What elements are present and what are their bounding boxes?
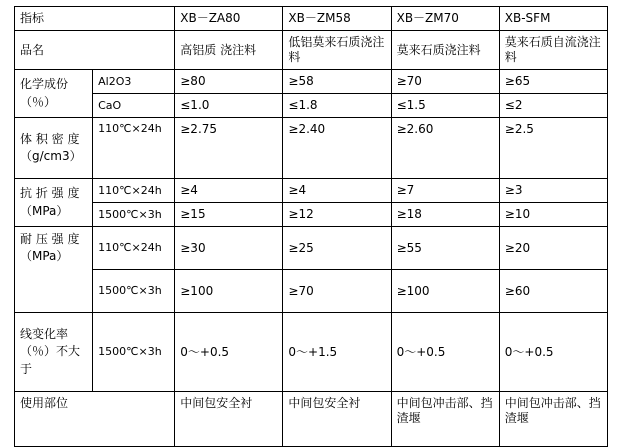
cell-compressive-110c-3: ≥55 — [391, 227, 499, 270]
cell-compressive-1500c-3: ≥100 — [391, 270, 499, 313]
cell-flexural-1500c-3: ≥18 — [391, 203, 499, 227]
header-column-3: XB－ZM70 — [391, 7, 499, 31]
row-sub-linear-change-1500c: 1500℃×3h — [93, 313, 175, 392]
cell-compressive-110c-1: ≥30 — [175, 227, 283, 270]
row-sub-flexural-1500c: 1500℃×3h — [93, 203, 175, 227]
cell-flexural-110c-2: ≥4 — [283, 179, 391, 203]
cell-compressive-1500c-1: ≥100 — [175, 270, 283, 313]
cell-bulk-density-1: ≥2.75 — [175, 118, 283, 179]
cell-product-name-3: 莫来石质浇注料 — [391, 31, 499, 70]
cell-compressive-1500c-2: ≥70 — [283, 270, 391, 313]
row-label-linear-change-rate: 线变化率（％）不大于 — [15, 313, 93, 392]
spec-table-page — [0, 6, 634, 440]
row-label-compressive-strength: 耐 压 强 度（MPa） — [15, 227, 93, 313]
cell-cao-1: ≤1.0 — [175, 94, 283, 118]
row-sub-compressive-110c: 110℃×24h — [93, 227, 175, 270]
cell-flexural-110c-4: ≥3 — [499, 179, 607, 203]
cell-flexural-110c-3: ≥7 — [391, 179, 499, 203]
table-header-row — [15, 7, 608, 31]
row-sub-compressive-1500c: 1500℃×3h — [93, 270, 175, 313]
cell-application-1: 中间包安全衬 — [175, 392, 283, 447]
cell-linear-change-1: 0～+0.5 — [175, 313, 283, 392]
table-row — [15, 70, 608, 94]
row-sub-cao: CaO — [93, 94, 175, 118]
cell-bulk-density-2: ≥2.40 — [283, 118, 391, 179]
row-sub-flexural-110c: 110℃×24h — [93, 179, 175, 203]
cell-bulk-density-3: ≥2.60 — [391, 118, 499, 179]
row-sub-bulk-density-110c: 110℃×24h — [93, 118, 175, 179]
cell-compressive-1500c-4: ≥60 — [499, 270, 607, 313]
cell-linear-change-4: 0～+0.5 — [499, 313, 607, 392]
cell-al2o3-2: ≥58 — [283, 70, 391, 94]
cell-flexural-1500c-1: ≥15 — [175, 203, 283, 227]
table-row — [15, 270, 608, 313]
row-label-product-name: 品名 — [15, 31, 175, 70]
cell-product-name-2: 低铝莫来石质浇注料 — [283, 31, 391, 70]
cell-al2o3-3: ≥70 — [391, 70, 499, 94]
cell-flexural-1500c-2: ≥12 — [283, 203, 391, 227]
row-sub-al2o3: Al2O3 — [93, 70, 175, 94]
cell-flexural-110c-1: ≥4 — [175, 179, 283, 203]
cell-flexural-1500c-4: ≥10 — [499, 203, 607, 227]
table-row — [15, 31, 608, 70]
table-row — [15, 94, 608, 118]
header-column-1: XB－ZA80 — [175, 7, 283, 31]
table-row — [15, 313, 608, 392]
header-index-label: 指标 — [15, 7, 175, 31]
cell-application-2: 中间包安全衬 — [283, 392, 391, 447]
cell-product-name-4: 莫来石质自流浇注料 — [499, 31, 607, 70]
row-label-bulk-density: 体 积 密 度（g/cm3） — [15, 118, 93, 179]
cell-product-name-1: 高铝质 浇注料 — [175, 31, 283, 70]
table-row — [15, 203, 608, 227]
refractory-spec-table — [14, 6, 608, 447]
table-row — [15, 118, 608, 179]
cell-compressive-110c-4: ≥20 — [499, 227, 607, 270]
cell-cao-4: ≤2 — [499, 94, 607, 118]
cell-compressive-110c-2: ≥25 — [283, 227, 391, 270]
table-row — [15, 392, 608, 447]
cell-application-4: 中间包冲击部、挡渣堰 — [499, 392, 607, 447]
row-label-flexural-strength: 抗 折 强 度（MPa） — [15, 179, 93, 227]
header-column-4: XB-SFM — [499, 7, 607, 31]
table-row — [15, 227, 608, 270]
cell-cao-2: ≤1.8 — [283, 94, 391, 118]
row-label-chemical-composition: 化学成份（％） — [15, 70, 93, 118]
cell-bulk-density-4: ≥2.5 — [499, 118, 607, 179]
cell-cao-3: ≤1.5 — [391, 94, 499, 118]
table-row — [15, 179, 608, 203]
cell-al2o3-1: ≥80 — [175, 70, 283, 94]
cell-linear-change-3: 0～+0.5 — [391, 313, 499, 392]
row-label-application-area: 使用部位 — [15, 392, 175, 447]
header-column-2: XB－ZM58 — [283, 7, 391, 31]
cell-linear-change-2: 0～+1.5 — [283, 313, 391, 392]
cell-application-3: 中间包冲击部、挡渣堰 — [391, 392, 499, 447]
cell-al2o3-4: ≥65 — [499, 70, 607, 94]
